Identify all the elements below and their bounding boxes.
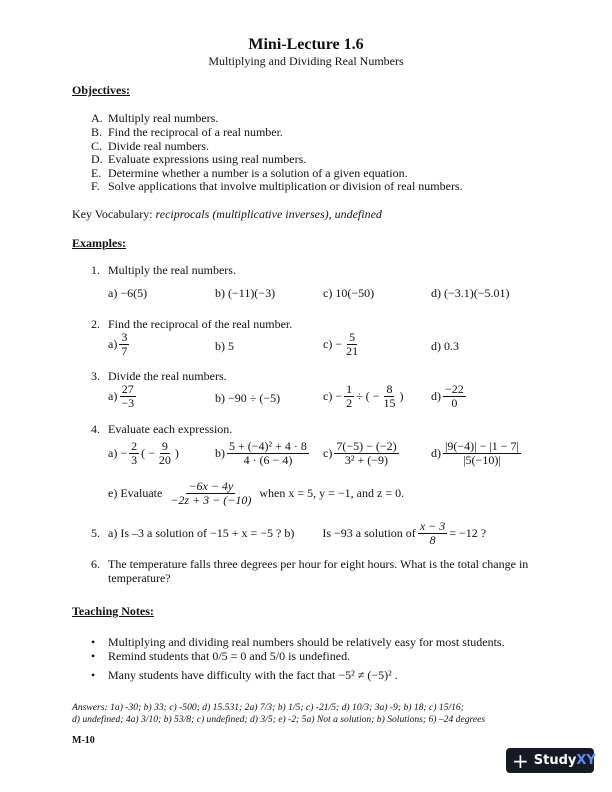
ex4-d: d) $\frac{|9(-4)| - |1 - 7|}{|5(-10)|}$ xyxy=(431,439,519,467)
examples-heading: Examples: xyxy=(72,236,126,250)
ex4-e: e) Evaluate $\frac{-6x - 4y}{-2z + 3 - (-10)}$ when x = 5, y = −1, and z = 0. xyxy=(108,479,405,507)
ex2-d: d) 0.3 xyxy=(431,339,459,353)
answers-line-1: Answers: 1a) -30; b) 33; c) -500; d) 15.531; 2a) 7/3; b) 1/5; c) -21/5; d) 10/3; 3a) -9; b) 18; c) 15/16; xyxy=(72,702,464,713)
studyxy-badge[interactable] xyxy=(506,748,594,773)
ex3-b: b) −90 ÷ (−5) xyxy=(215,391,281,405)
plus-icon: + xyxy=(512,748,529,773)
objective-e: E. Determine whether a number is a solution of a given equation. xyxy=(91,166,408,180)
page-number: M-10 xyxy=(72,735,95,746)
page-title: Mini-Lecture 1.6 xyxy=(248,36,364,53)
page-subtitle: Multiplying and Dividing Real Numbers xyxy=(208,54,404,68)
ex4-b: b) $\frac{\text{5 + (−4)² + 4 · 8}}{4 \cdot (6 - 4)}$ xyxy=(215,439,307,467)
teaching-notes-heading: Teaching Notes: xyxy=(72,604,154,618)
objective-d: D. Evaluate expressions using real numbers. xyxy=(91,152,307,166)
ex2-c: c) − $\frac{5}{21}$ xyxy=(323,330,359,358)
example-6-cont: temperature? xyxy=(108,571,171,585)
example-2-prompt: 2. Find the reciprocal of the real number. xyxy=(91,317,293,331)
example-6: 6. The temperature falls three degrees per hour for eight hours. What is the total change in xyxy=(91,557,529,571)
ex1-b: b) (−11)(−3) xyxy=(215,286,276,300)
objective-c: C. Divide real numbers. xyxy=(91,139,209,153)
ex3-d: d) $\frac{-22}{0}$ xyxy=(431,382,464,410)
example-1-prompt: 1. Multiply the real numbers. xyxy=(91,263,236,277)
badge-brand: Study xyxy=(533,753,577,768)
ex4-a: a) − $\frac{2}{3}$ ( − $\frac{9}{20}$ ) xyxy=(108,439,179,467)
example-5: 5. a) Is –3 a solution of −15 + x = −5 ? b) Is −93 a solution of $\frac{x - 3}{8}$ = −12 ? xyxy=(91,519,487,547)
objectives-heading: Objectives: xyxy=(72,83,130,97)
objective-b: B. Find the reciprocal of a real number. xyxy=(91,125,283,139)
ex1-c: c) 10(−50) xyxy=(323,286,375,300)
ex4-c: c) $\frac{7(-5) - (-2)}{\text{3² + (−9)}}$ xyxy=(323,439,397,467)
ex2-a: a) $\frac{3}{7}$ xyxy=(108,330,128,358)
objective-a: A. Multiply real numbers. xyxy=(91,111,219,125)
note-bullet: • Many students have difficulty with the fact that −5² ≠ (−5)² . xyxy=(91,668,398,682)
objective-f: F. Solve applications that involve multiplication or division of real numbers. xyxy=(91,179,463,193)
ex1-a: a) −6(5) xyxy=(108,286,148,300)
note-bullet: • Remind students that 0/5 = 0 and 5/0 is undefined. xyxy=(91,649,351,663)
ex2-b: b) 5 xyxy=(215,339,234,353)
ex3-c: c) − $\frac{1}{2}$ ÷ ( − $\frac{8}{15}$ ) xyxy=(323,382,404,410)
ex3-a: a) $\frac{27}{-3}$ xyxy=(108,382,135,410)
badge-brand-accent: XY xyxy=(576,753,596,768)
example-3-prompt: 3. Divide the real numbers. xyxy=(91,369,227,383)
example-4-prompt: 4. Evaluate each expression. xyxy=(91,422,233,436)
key-vocabulary: Key Vocabulary: reciprocals (multiplicative inverses), undefined xyxy=(72,207,382,221)
answers-line-2: d) undefined; 4a) 3/10; b) 53/8; c) undefined; d) 3/5; e) -2; 5a) Not a solution; b) Solutions; 6) –24 degrees xyxy=(72,714,486,725)
ex1-d: d) (−3.1)(−5.01) xyxy=(431,286,510,300)
note-bullet: • Multiplying and dividing real numbers should be relatively easy for most students. xyxy=(91,635,505,649)
